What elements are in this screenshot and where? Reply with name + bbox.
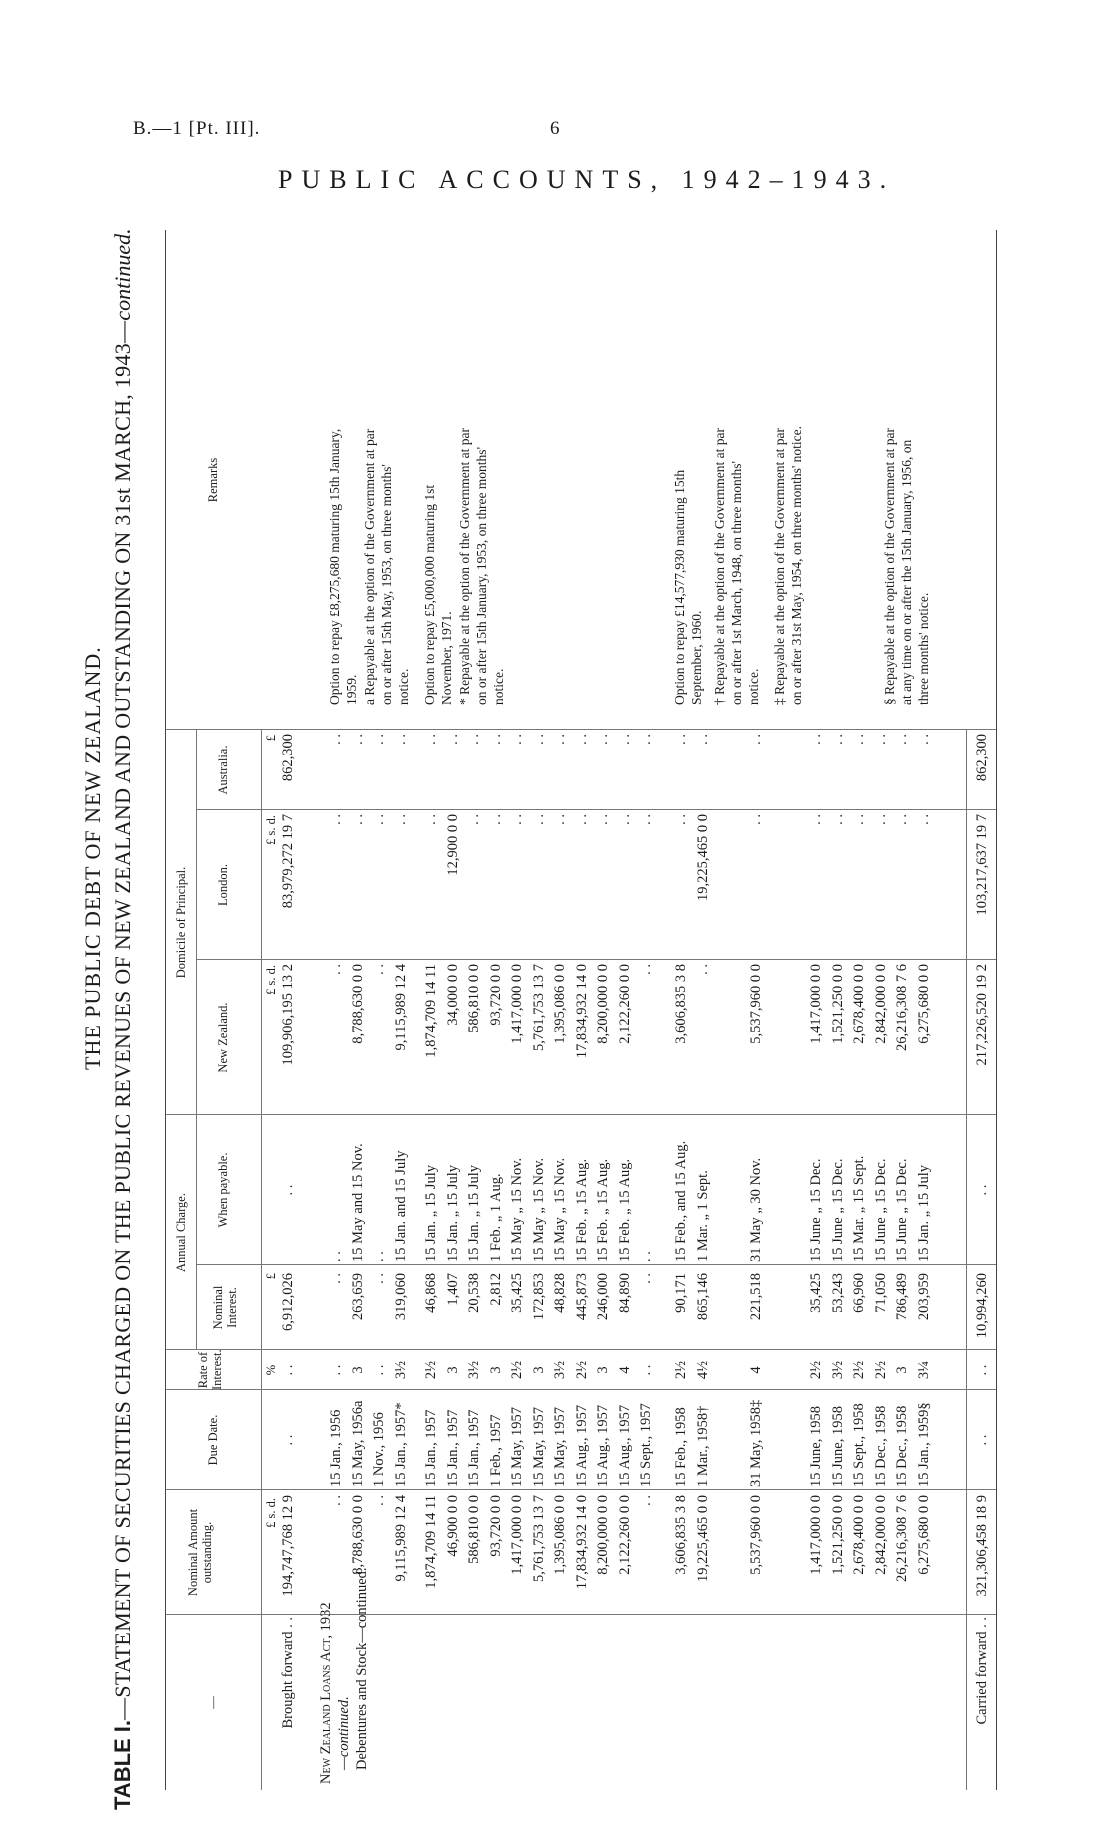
carried-forward-interest: 10,994,260 xyxy=(974,1273,990,1339)
cell-due: 15 June, 1958 xyxy=(808,1406,824,1487)
cell-interest: 865,146 xyxy=(694,1273,711,1321)
cell-rate: 3½ xyxy=(552,1360,568,1380)
cell-rate: 2½ xyxy=(423,1360,439,1380)
table-row xyxy=(464,730,485,1790)
table-row xyxy=(693,730,714,1790)
cell-london: 19,225,465 0 0 xyxy=(694,814,711,901)
remark-1: Option to repay £8,275,680 maturing 15th January, 1959. xyxy=(327,428,359,705)
cell-london: . . xyxy=(573,814,590,825)
cell-when: 15 May „ 15 Nov. xyxy=(530,1157,547,1262)
remarks-header: Remarks xyxy=(206,457,220,503)
remark-4: * Repayable at the option of the Government at par on or after 15th January, 1953, on three months' notice. xyxy=(457,427,506,705)
table-row xyxy=(369,730,390,1790)
new-zealand-header: New Zealand. xyxy=(216,1002,230,1073)
table-row xyxy=(806,730,827,1790)
cell-aus: . . xyxy=(748,734,764,745)
cell-rate: 3 xyxy=(595,1366,611,1374)
cell-london: . . xyxy=(349,814,366,825)
cell-nominal: 9,115,989 12 4 xyxy=(392,1495,409,1582)
remark-8: § Repayable at the option of the Government at par at any time on or after the 15th January, 1956, on three months' notice. xyxy=(882,427,931,705)
cell-nz: . . xyxy=(694,964,711,975)
brought-forward-rate: . . xyxy=(280,1364,296,1376)
cell-when: 15 Mar. „ 15 Sept. xyxy=(851,1155,867,1262)
nominal-header: Nominal Amount outstanding. xyxy=(186,1508,214,1597)
cell-nz: 1,417,000 0 0 xyxy=(509,964,525,1044)
cell-rate: 3½ xyxy=(829,1360,846,1380)
cell-due: 15 Aug., 1957 xyxy=(595,1404,611,1487)
page-reference: B.—1 [Pt. III]. xyxy=(133,118,261,139)
carried-forward-rate: . . xyxy=(974,1364,990,1376)
cell-aus: . . xyxy=(915,734,932,745)
cell-nz: 1,395,086 0 0 xyxy=(552,964,568,1044)
cell-due: 1 Feb., 1957 xyxy=(487,1414,504,1487)
remark-6: † Repayable at the option of the Government at par on or after 1st March, 1948, on three months' notice. xyxy=(712,427,761,705)
cell-aus: . . xyxy=(423,734,439,745)
table-row xyxy=(348,730,369,1790)
cell-aus: . . xyxy=(894,734,910,745)
cell-london: . . xyxy=(423,814,439,825)
cell-aus: . . xyxy=(872,734,889,745)
cell-due: 15 May, 1956a xyxy=(349,1400,366,1487)
cell-nz: 5,537,960 0 0 xyxy=(748,964,764,1044)
cell-due: 15 Jan., 1957* xyxy=(392,1402,409,1487)
remark-2: a Repayable at the option of the Government at par on or after 15th May, 1953, on three months' notice. xyxy=(362,428,411,705)
table-row xyxy=(529,730,550,1790)
nominal-interest-header: Nominal Interest. xyxy=(211,1285,239,1330)
cell-due: 15 Sept., 1958 xyxy=(851,1403,867,1487)
cell-nz: . . xyxy=(328,964,344,975)
cell-aus: . . xyxy=(694,734,711,745)
carried-forward-when: . . xyxy=(974,1184,990,1196)
units-interest: £ xyxy=(264,1273,278,1280)
cell-rate: . . xyxy=(371,1364,387,1376)
cell-london: . . xyxy=(487,814,504,825)
cell-rate: 2½ xyxy=(509,1360,525,1380)
cell-interest: 172,853 xyxy=(530,1273,547,1321)
cell-aus: . . xyxy=(509,734,525,745)
cell-nz: 2,678,400 0 0 xyxy=(851,964,867,1044)
table-row xyxy=(421,730,442,1790)
cell-when: 15 June „ 15 Dec. xyxy=(808,1158,824,1262)
cell-nz: 1,521,250 0 0 xyxy=(829,964,846,1044)
cell-nz: 3,606,835 3 8 xyxy=(673,964,689,1044)
cell-nominal: 6,275,680 0 0 xyxy=(915,1495,932,1575)
cell-london: . . xyxy=(748,814,764,825)
securities-table xyxy=(165,230,997,1790)
table-row xyxy=(391,730,412,1790)
cell-london: . . xyxy=(371,814,387,825)
cell-when: 15 June „ 15 Dec. xyxy=(872,1158,889,1262)
running-head: PUBLIC ACCOUNTS, 1942–1943. xyxy=(278,165,896,194)
cell-when: 15 June „ 15 Dec. xyxy=(894,1158,910,1262)
cell-nominal: 8,788,630 0 0 xyxy=(349,1495,366,1575)
cell-rate: 3 xyxy=(487,1366,504,1374)
cell-aus: . . xyxy=(851,734,867,745)
cell-when: 15 Feb. „ 15 Aug. xyxy=(616,1158,633,1262)
cell-interest: 53,243 xyxy=(829,1273,846,1313)
cell-aus: . . xyxy=(616,734,633,745)
cell-nominal: 2,122,260 0 0 xyxy=(616,1495,633,1575)
cell-nz: 93,720 0 0 xyxy=(487,964,504,1026)
cell-aus: . . xyxy=(595,734,611,745)
remark-3: Option to repay £5,000,000 maturing 1st November, 1971. xyxy=(422,484,454,705)
table-row xyxy=(326,730,347,1790)
cell-nominal: 8,200,000 0 0 xyxy=(595,1495,611,1575)
cell-when: 15 Jan. „ 15 July xyxy=(466,1164,482,1262)
cell-nz: 9,115,989 12 4 xyxy=(392,964,409,1051)
cell-when: . . xyxy=(328,1251,344,1262)
cell-london: . . xyxy=(894,814,910,825)
cell-nz: 34,000 0 0 xyxy=(444,964,461,1026)
cell-nz: . . xyxy=(638,964,654,975)
cell-aus: . . xyxy=(638,734,654,745)
cell-nominal: 2,842,000 0 0 xyxy=(872,1495,889,1575)
domicile-header: Domicile of Principal. xyxy=(174,866,188,979)
cell-nominal: 5,537,960 0 0 xyxy=(748,1495,764,1575)
carried-forward-nominal: 321,306,458 18 9 xyxy=(974,1495,990,1597)
cell-nominal: 1,395,086 0 0 xyxy=(552,1495,568,1575)
units-australia: £ xyxy=(264,735,278,742)
cell-nz: 6,275,680 0 0 xyxy=(915,964,932,1044)
cell-rate: 3 xyxy=(894,1366,910,1374)
london-header: London. xyxy=(216,864,230,907)
units-nz: £ s. d. xyxy=(264,965,278,995)
cell-rate: 4½ xyxy=(694,1360,711,1380)
table-row xyxy=(486,730,507,1790)
cell-interest: 90,171 xyxy=(673,1273,689,1313)
cell-london: . . xyxy=(915,814,932,825)
cell-when: 15 May „ 15 Nov. xyxy=(509,1157,525,1262)
cell-rate: 4 xyxy=(748,1366,764,1374)
cell-when: 1 Mar. „ 1 Sept. xyxy=(694,1170,711,1262)
cell-nominal: 93,720 0 0 xyxy=(487,1495,504,1557)
cell-aus: . . xyxy=(466,734,482,745)
cell-nominal: 46,900 0 0 xyxy=(444,1495,461,1557)
cell-due: 15 Feb., 1958 xyxy=(673,1407,689,1487)
carried-forward-due: . . xyxy=(974,1434,990,1446)
cell-when: 15 May and 15 Nov. xyxy=(349,1143,366,1262)
cell-nz: 5,761,753 13 7 xyxy=(530,964,547,1051)
cell-when: 15 Feb. „ 15 Aug. xyxy=(595,1158,611,1262)
cell-aus: . . xyxy=(530,734,547,745)
annual-charge-header: Annual Charge. xyxy=(174,1193,188,1272)
cell-london: . . xyxy=(595,814,611,825)
cell-london: . . xyxy=(808,814,824,825)
cell-rate: 3½ xyxy=(392,1360,409,1380)
cell-due: 15 Sept., 1957 xyxy=(638,1403,654,1487)
table-row xyxy=(746,730,767,1790)
cell-interest: 84,890 xyxy=(616,1273,633,1313)
cell-london: . . xyxy=(392,814,409,825)
cell-due: 15 Aug., 1957 xyxy=(616,1404,633,1487)
cell-nominal: 1,521,250 0 0 xyxy=(829,1495,846,1575)
cell-nominal: 5,761,753 13 7 xyxy=(530,1495,547,1582)
brought-forward-london: 83,979,272 19 7 xyxy=(280,814,296,909)
cell-aus: . . xyxy=(573,734,590,745)
cell-interest: 1,407 xyxy=(444,1273,461,1306)
cell-interest: 263,659 xyxy=(349,1273,366,1321)
table-row xyxy=(550,730,571,1790)
cell-when: 15 Jan. „ 15 July xyxy=(915,1164,932,1262)
cell-when: 15 Jan. „ 15 July xyxy=(423,1164,439,1262)
cell-due: 1 Nov., 1956 xyxy=(371,1412,387,1487)
page-number: 6 xyxy=(550,118,560,139)
table-row xyxy=(828,730,849,1790)
cell-interest: 71,050 xyxy=(872,1273,889,1313)
cell-nominal: . . xyxy=(328,1495,344,1506)
cell-interest: 221,518 xyxy=(748,1273,764,1321)
units-rate: % xyxy=(264,1364,278,1376)
table-row xyxy=(572,730,593,1790)
cell-due: 15 Dec., 1958 xyxy=(872,1405,889,1487)
cell-nominal: 1,417,000 0 0 xyxy=(808,1495,824,1575)
cell-when: . . xyxy=(371,1251,387,1262)
cell-rate: . . xyxy=(328,1364,344,1376)
cell-interest: 35,425 xyxy=(808,1273,824,1313)
description-header: — xyxy=(206,1696,220,1709)
carried-forward-nz: 217,226,520 19 2 xyxy=(974,964,990,1066)
cell-rate: 2½ xyxy=(673,1360,689,1380)
cell-aus: . . xyxy=(328,734,344,745)
brought-forward-nz: 109,906,195 13 2 xyxy=(280,964,296,1066)
table-title-text: —STATEMENT OF SECURITIES CHARGED ON THE PUBLIC REVENUES OF NEW ZEALAND AND OUTSTANDING ON 31st MARCH, 1943— xyxy=(110,320,135,1720)
cell-aus: . . xyxy=(808,734,824,745)
cell-rate: 2½ xyxy=(573,1360,590,1380)
table-label: TABLE I. xyxy=(110,1719,135,1810)
cell-interest: . . xyxy=(328,1273,344,1284)
cell-due: 15 Jan., 1957 xyxy=(423,1409,439,1487)
cell-nz: 26,216,308 7 6 xyxy=(894,964,910,1051)
cell-due: 15 May, 1957 xyxy=(530,1406,547,1487)
carried-forward-label: Carried forward . . xyxy=(974,1617,990,1725)
when-payable-header: When payable. xyxy=(216,1152,230,1228)
cell-london: 12,900 0 0 xyxy=(444,814,461,876)
australia-header: Australia. xyxy=(216,745,230,795)
cell-due: 1 Mar., 1958† xyxy=(694,1405,711,1487)
carried-forward-london: 103,217,637 19 7 xyxy=(974,814,990,916)
cell-london: . . xyxy=(673,814,689,825)
table-row xyxy=(671,730,692,1790)
cell-due: 31 May, 1958‡ xyxy=(748,1399,764,1487)
cell-nz: . . xyxy=(371,964,387,975)
cell-nominal: 2,678,400 0 0 xyxy=(851,1495,867,1575)
cell-interest: 203,959 xyxy=(915,1273,932,1321)
cell-london: . . xyxy=(616,814,633,825)
cell-interest: 35,425 xyxy=(509,1273,525,1313)
cell-when: 15 Feb. „ 15 Aug. xyxy=(573,1158,590,1262)
cell-aus: . . xyxy=(444,734,461,745)
cell-aus: . . xyxy=(487,734,504,745)
cell-rate: 3 xyxy=(444,1366,461,1374)
cell-due: 15 Jan., 1957 xyxy=(444,1409,461,1487)
cell-interest: 46,868 xyxy=(423,1273,439,1313)
table-row xyxy=(615,730,636,1790)
cell-london: . . xyxy=(328,814,344,825)
brought-forward-when: . . xyxy=(280,1184,296,1196)
cell-aus: . . xyxy=(829,734,846,745)
table-row xyxy=(443,730,464,1790)
due-date-header: Due Date. xyxy=(206,1414,220,1466)
cell-aus: . . xyxy=(371,734,387,745)
cell-nz: 8,788,630 0 0 xyxy=(349,964,366,1044)
cell-due: 15 Jan., 1957 xyxy=(466,1409,482,1487)
brought-forward-label: Brought forward . . xyxy=(280,1617,296,1729)
cell-rate: 2½ xyxy=(851,1360,867,1380)
cell-interest: 246,000 xyxy=(595,1273,611,1321)
remark-7: ‡ Repayable at the option of the Government at par on or after 31st May, 1954, on three months' notice. xyxy=(772,426,804,705)
cell-london: . . xyxy=(509,814,525,825)
cell-due: 15 Jan., 1956 xyxy=(328,1409,344,1487)
cell-rate: 3 xyxy=(349,1366,366,1374)
cell-interest: 20,538 xyxy=(466,1273,482,1313)
cell-due: 15 Aug., 1957 xyxy=(573,1404,590,1487)
table-row xyxy=(593,730,614,1790)
cell-nominal: 1,417,000 0 0 xyxy=(509,1495,525,1575)
cell-nz: 586,810 0 0 xyxy=(466,964,482,1033)
cell-interest: 48,828 xyxy=(552,1273,568,1313)
rotated-table-area xyxy=(80,210,1030,1810)
remark-5: Option to repay £14,577,930 maturing 15th September, 1960. xyxy=(672,469,704,705)
section-continued: —continued. xyxy=(336,1696,352,1770)
cell-nz: 2,842,000 0 0 xyxy=(872,964,889,1044)
table-row xyxy=(849,730,870,1790)
cell-when: 1 Feb. „ 1 Aug. xyxy=(487,1173,504,1262)
cell-nz: 2,122,260 0 0 xyxy=(616,964,633,1044)
cell-nz: 8,200,000 0 0 xyxy=(595,964,611,1044)
cell-london: . . xyxy=(638,814,654,825)
cell-interest: 786,489 xyxy=(894,1273,910,1321)
units-nominal: £ s. d. xyxy=(264,1498,278,1528)
cell-when: 15 June „ 15 Dec. xyxy=(829,1158,846,1262)
cell-interest: . . xyxy=(638,1273,654,1284)
cell-interest: 66,960 xyxy=(851,1273,867,1313)
cell-rate: . . xyxy=(638,1364,654,1376)
section-subheading: Debentures and Stock—continued. xyxy=(354,1567,370,1770)
cell-when: 31 May „ 30 Nov. xyxy=(748,1157,764,1262)
cell-due: 15 Jan., 1959§ xyxy=(915,1402,932,1487)
cell-nominal: 1,874,709 14 11 xyxy=(423,1495,439,1589)
cell-interest: . . xyxy=(371,1273,387,1284)
cell-when: 15 May „ 15 Nov. xyxy=(552,1157,568,1262)
carried-forward-australia: 862,300 xyxy=(974,734,990,782)
debt-title: THE PUBLIC DEBT OF NEW ZEALAND. xyxy=(80,646,105,1070)
cell-due: 15 June, 1958 xyxy=(829,1406,846,1487)
cell-nominal: 26,216,308 7 6 xyxy=(894,1495,910,1582)
brought-forward-due: . . xyxy=(280,1434,296,1446)
cell-aus: . . xyxy=(392,734,409,745)
cell-when: 15 Jan. and 15 July xyxy=(392,1150,409,1262)
cell-london: . . xyxy=(552,814,568,825)
cell-nominal: 586,810 0 0 xyxy=(466,1495,482,1564)
cell-aus: . . xyxy=(673,734,689,745)
cell-nz: 17,834,932 14 0 xyxy=(573,964,590,1059)
cell-london: . . xyxy=(872,814,889,825)
cell-when: 15 Jan. „ 15 July xyxy=(444,1164,461,1262)
cell-london: . . xyxy=(851,814,867,825)
cell-rate: 3½ xyxy=(466,1360,482,1380)
cell-when: 15 Feb., and 15 Aug. xyxy=(673,1140,689,1262)
cell-london: . . xyxy=(466,814,482,825)
section-heading: New Zealand Loans Act, 1932 xyxy=(318,1602,334,1784)
cell-london: . . xyxy=(530,814,547,825)
table-row xyxy=(636,730,657,1790)
units-london: £ s. d. xyxy=(264,815,278,845)
cell-rate: 3¼ xyxy=(915,1360,932,1380)
cell-due: 15 Dec., 1958 xyxy=(894,1405,910,1487)
cell-nominal: . . xyxy=(638,1495,654,1506)
cell-due: 15 May, 1957 xyxy=(509,1406,525,1487)
cell-nz: 1,417,000 0 0 xyxy=(808,964,824,1044)
cell-when: . . xyxy=(638,1251,654,1262)
cell-due: 15 May, 1957 xyxy=(552,1406,568,1487)
table-title-continued: continued. xyxy=(110,228,135,321)
cell-nz: 1,874,709 14 11 xyxy=(423,964,439,1058)
cell-nominal: 17,834,932 14 0 xyxy=(573,1495,590,1590)
table-row xyxy=(871,730,892,1790)
table-title xyxy=(110,228,136,1810)
cell-nominal: 3,606,835 3 8 xyxy=(673,1495,689,1575)
cell-nominal: . . xyxy=(371,1495,387,1506)
rate-header: Rate of Interest. xyxy=(196,1349,224,1390)
brought-forward-nominal: 194,747,768 12 9 xyxy=(280,1495,296,1597)
cell-aus: . . xyxy=(349,734,366,745)
brought-forward-interest: 6,912,026 xyxy=(280,1273,296,1331)
cell-aus: . . xyxy=(552,734,568,745)
table-row xyxy=(892,730,913,1790)
table-row xyxy=(914,730,935,1790)
cell-nominal: 19,225,465 0 0 xyxy=(694,1495,711,1582)
table-row xyxy=(507,730,528,1790)
cell-rate: 4 xyxy=(616,1366,633,1374)
cell-rate: 2½ xyxy=(808,1360,824,1380)
cell-interest: 2,812 xyxy=(487,1273,504,1306)
cell-interest: 319,060 xyxy=(392,1273,409,1321)
cell-rate: 2½ xyxy=(872,1360,889,1380)
cell-interest: 445,873 xyxy=(573,1273,590,1321)
brought-forward-australia: 862,300 xyxy=(280,734,296,782)
cell-rate: 3 xyxy=(530,1366,547,1374)
cell-london: . . xyxy=(829,814,846,825)
